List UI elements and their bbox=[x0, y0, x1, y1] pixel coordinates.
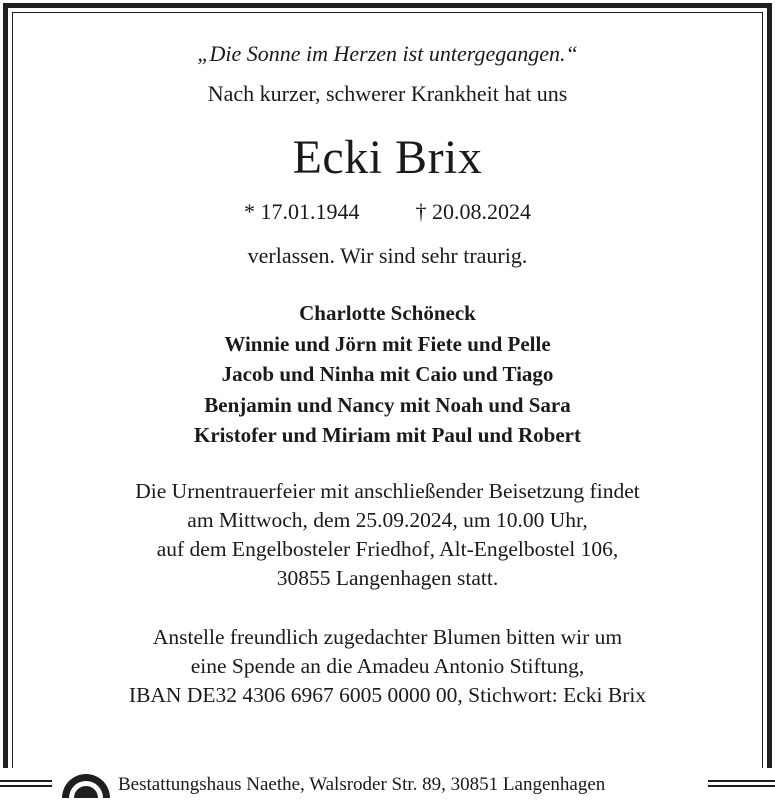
ceremony-line: auf dem Engelbosteler Friedhof, Alt-Engelbostel 106, bbox=[156, 536, 619, 561]
life-dates bbox=[12, 198, 763, 226]
donation-request bbox=[12, 623, 763, 710]
mourner-line: Charlotte Schöneck bbox=[299, 301, 476, 325]
ceremony-line: 30855 Langenhagen statt. bbox=[276, 565, 499, 590]
funeral-home-address: Bestattungshaus Naethe, Walsroder Str. 89, 30851 Langenhagen bbox=[118, 774, 606, 795]
ceremony-details bbox=[12, 477, 763, 593]
mourners-list bbox=[12, 298, 763, 451]
footer-rule-right bbox=[708, 780, 775, 787]
deceased-name: Ecki Brix bbox=[292, 131, 483, 184]
donation-line: Anstelle freundlich zugedachter Blumen bitten wir um bbox=[152, 624, 623, 649]
sunset-arc-icon bbox=[60, 770, 112, 798]
funeral-home-footer bbox=[0, 768, 775, 800]
motto-quote: „Die Sonne im Herzen ist untergegangen.“ bbox=[197, 41, 578, 66]
mourner-line: Kristofer und Miriam mit Paul und Robert bbox=[194, 423, 581, 447]
death-date: † 20.08.2024 bbox=[415, 199, 531, 224]
ceremony-line: Die Urnentrauerfeier mit anschließender Beisetzung findet bbox=[135, 478, 640, 503]
footer-rule-left bbox=[0, 780, 52, 787]
donation-line: IBAN DE32 4306 6967 6005 0000 00, Stichwort: Ecki Brix bbox=[128, 682, 647, 707]
closing-line: verlassen. Wir sind sehr traurig. bbox=[247, 243, 528, 268]
donation-line: eine Spende an die Amadeu Antonio Stiftung, bbox=[190, 653, 585, 678]
obituary-notice bbox=[12, 12, 763, 710]
intro-line: Nach kurzer, schwerer Krankheit hat uns bbox=[207, 81, 568, 106]
ceremony-line: am Mittwoch, dem 25.09.2024, um 10.00 Uhr, bbox=[187, 507, 588, 532]
mourner-line: Winnie und Jörn mit Fiete und Pelle bbox=[224, 331, 551, 356]
mourner-line: Jacob und Ninha mit Caio und Tiago bbox=[221, 362, 554, 386]
mourner-line: Benjamin und Nancy mit Noah und Sara bbox=[204, 392, 571, 417]
birth-date: * 17.01.1944 bbox=[244, 199, 360, 224]
